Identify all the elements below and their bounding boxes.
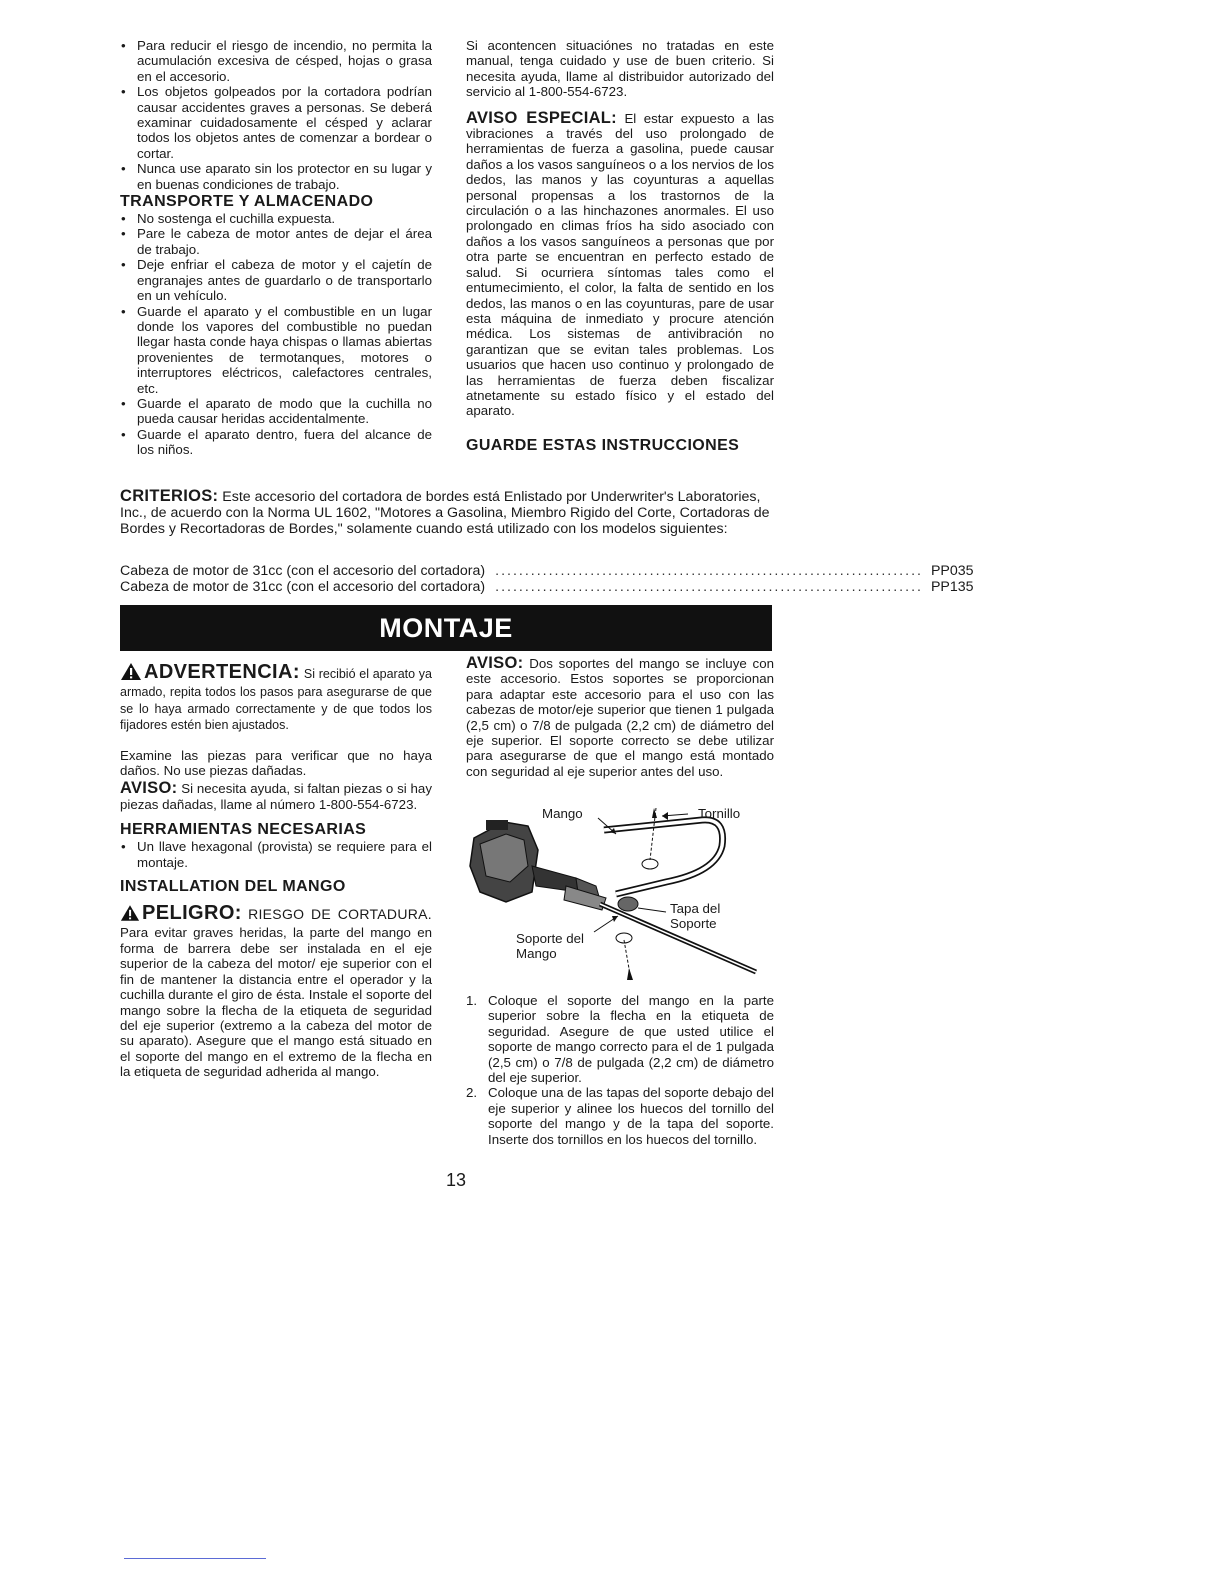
intro-paragraph: Si acontencen situaciónes no tratadas en este manual, tenga cuidado y use de buen criterio. Si necesita ayuda, llame al distribuidor autorizado del servicio al 1-800-554-6723. bbox=[466, 38, 774, 100]
list-item bbox=[466, 1085, 774, 1147]
advertencia-paragraph bbox=[120, 662, 432, 734]
list-item: • Un llave hexagonal (provista) se requiere para el montaje. bbox=[120, 839, 432, 870]
advertencia-label: ADVERTENCIA: bbox=[144, 661, 300, 683]
installation-heading: INSTALLATION DEL MANGO bbox=[120, 878, 346, 896]
models-list bbox=[120, 563, 974, 596]
handle-assembly-illustration bbox=[466, 800, 776, 990]
step-text: Coloque una de las tapas del soporte debajo del eje superior y alinee los huecos del tornillo del soporte del mango y de la tapa del soporte. Inserte dos tornillos en los huecos del tornillo. bbox=[488, 1085, 774, 1147]
peligro-text: Para evitar graves heridas, la parte del mango en forma de barrera debe ser instalada en el eje superior de la cabeza del motor/ eje superior con el fin de mantener la distancia entre el operador y la cuchilla durante el giro de ésta. Instale el soporte del mango sobre la flecha de la etiqueta de seguridad del eje superior (extremo a la cabeza del motor de su aparato). Asegure que el mango está situado en el soporte del mango en el extremo de la flecha en la etiqueta de seguridad adherida al mango. bbox=[120, 925, 432, 1080]
model-label: Cabeza de motor de 31cc (con el accesorio del cortadora) bbox=[120, 563, 486, 579]
guarde-heading: GUARDE ESTAS INSTRUCCIONES bbox=[466, 436, 740, 454]
list-item: • Guarde el aparato de modo que la cuchilla no pueda causar heridas accidentalmente. bbox=[120, 396, 432, 427]
list-item: • No sostenga el cuchilla expuesta. bbox=[120, 211, 432, 226]
list-item bbox=[466, 993, 774, 1085]
mango-label: Mango bbox=[542, 806, 583, 821]
banner-title: MONTAJE bbox=[379, 612, 513, 643]
tornillo-label: Tornillo bbox=[698, 806, 741, 821]
steps-list bbox=[466, 993, 774, 1147]
list-item: • Los objetos golpeados por la cortadora podrían causar accidentes graves a personas. Se deberá examinar cuidadosamente el césped y aclarar todos los objetos antes de comenzar a bordear o cortar. bbox=[120, 84, 432, 161]
aviso-especial-label: AVISO ESPECIAL: bbox=[466, 108, 617, 127]
handle-assembly-figure bbox=[466, 800, 776, 990]
soporte-label: Soporte del Mango bbox=[516, 931, 585, 961]
list-item: • Guarde el aparato y el combustible en un lugar donde los vapores del combustible no puedan llegar hasta conde haya chispas o llamas abiertas provenientes de termotanques, motores o interruptores eléctricos, calefactores centrales, etc. bbox=[120, 304, 432, 396]
list-item: • Para reducir el riesgo de incendio, no permita la acumulación excesiva de césped, hojas o grasa en el accesorio. bbox=[120, 38, 432, 84]
left-top-column bbox=[120, 38, 432, 458]
warning-triangle-icon bbox=[120, 662, 142, 684]
montaje-left-column bbox=[120, 662, 432, 1080]
page-number: 13 bbox=[446, 1170, 467, 1190]
aviso-text: Dos soportes del mango se incluye con este accesorio. Estos soportes se proporcionan para adaptar este accesorio para el uso con las cabezas de motor/eje superior que tienen 1 pulgada (2,5 cm) o 7/8 de pulgada (2,2 cm) de diámetro del eje superior. El soporte correcto se debe utilizar para asegurarse de que el mango está montado con seguridad al eje superior antes del uso. bbox=[466, 656, 774, 779]
herramientas-heading: HERRAMIENTAS NECESARIAS bbox=[120, 821, 367, 839]
peligro-subtitle: RIESGO DE CORTADURA. bbox=[248, 906, 432, 923]
model-code: PP035 bbox=[930, 563, 974, 579]
examine-paragraph: Examine las piezas para verificar que no haya daños. No use piezas dañadas. bbox=[120, 747, 432, 779]
peligro-paragraph bbox=[120, 904, 432, 1079]
leader-dots: ........................................................................ bbox=[495, 579, 923, 596]
aviso-label: AVISO: bbox=[466, 654, 524, 672]
list-item: • Nunca use aparato sin los protector en su lugar y en buenas condiciones de trabajo. bbox=[120, 161, 432, 192]
aviso-text: Si necesita ayuda, si faltan piezas o si hay piezas dañadas, llame al número 1-800-554-6723. bbox=[120, 781, 432, 812]
model-row bbox=[120, 563, 974, 579]
step-text: Coloque el soporte del mango en la parte superior sobre la flecha en la etiqueta de seguridad. Asegure de que usted utilice el soporte de mango correcto para el de 1 pulgada (2,5 cm) o 7/8 de pulgada (2,2 cm) de diámetro del eje superior. bbox=[488, 993, 774, 1086]
step-number: 2. bbox=[466, 1085, 478, 1101]
aviso-label: AVISO: bbox=[120, 779, 178, 798]
montaje-banner bbox=[120, 605, 772, 651]
warning-triangle-icon bbox=[120, 904, 140, 925]
aviso-paragraph bbox=[466, 656, 774, 779]
list-item: • Guarde el aparato dentro, fuera del alcance de los niños. bbox=[120, 427, 432, 458]
montaje-right-column bbox=[466, 656, 774, 779]
model-label: Cabeza de motor de 31cc (con el accesorio del cortadora) bbox=[120, 579, 486, 596]
footnote-rule bbox=[124, 1558, 266, 1559]
model-code: PP135 bbox=[930, 579, 974, 596]
step-number: 1. bbox=[466, 993, 478, 1008]
list-item: • Deje enfriar el cabeza de motor y el cajetín de engranajes antes de guardarlo o de transportarlo en un vehículo. bbox=[120, 257, 432, 303]
aviso-especial-text: El estar expuesto a las vibraciones a través del uso prolongado de herramientas de fuerza a gasolina, puede causar daños a los vasos sanguíneos o a los nervios de los dedos, las manos y las coyunturas a aquellas personal propensas a los trastornos de la circulación o a las hinchazones anormales. El uso prolongado en climas fríos ha sido asociado con daños a los vasos sanguíneos a personas que por otra parte se encuentran en perfecto estado de salud. Si ocurriera síntomas tales como el entumecimiento, el color, la falta de sentido en los dedos, las manos o en las coyunturas, pare de usar esta máquina de inmediato y procure atención médica. Los sistemas de antivibración no garantizan que se evitan tales problemas. Los usuarios que hacen uso continuo y prolongado de las herramientas de fuerza deben fiscalizar atnetamente su estado físico y el estado del aparato. bbox=[466, 110, 774, 419]
leader-dots: ........................................................................ bbox=[495, 563, 923, 579]
peligro-label: PELIGRO: bbox=[142, 902, 242, 925]
criterios-label: CRITERIOS: bbox=[120, 487, 219, 505]
list-item: • Pare le cabeza de motor antes de dejar el área de trabajo. bbox=[120, 226, 432, 257]
right-top-column bbox=[466, 38, 774, 455]
transport-heading: TRANSPORTE Y ALMACENADO bbox=[120, 193, 374, 211]
model-row bbox=[120, 579, 974, 596]
criterios-paragraph bbox=[120, 488, 778, 538]
aviso-especial-paragraph bbox=[466, 108, 774, 419]
aviso-paragraph bbox=[120, 781, 432, 812]
tapa-label: Tapa del Soporte bbox=[670, 901, 721, 931]
advertencia-text: Si recibió el aparato ya armado, repita todos los pasos para asegurarse de que se lo haya armado correctamente y de que todos los fijadores estén bien ajustados. bbox=[120, 667, 433, 733]
criterios-text: Este accesorio del cortadora de bordes está Enlistado por Underwriter's Laboratories, Inc., de acuerdo con la Norma UL 1602, "Motores a Gasolina, Miembro Rigido del Corte, Cortadoras de Bordes y Recortadoras de Bordes," solamente cuando está utilizado con los modelos siguientes: bbox=[120, 489, 770, 538]
